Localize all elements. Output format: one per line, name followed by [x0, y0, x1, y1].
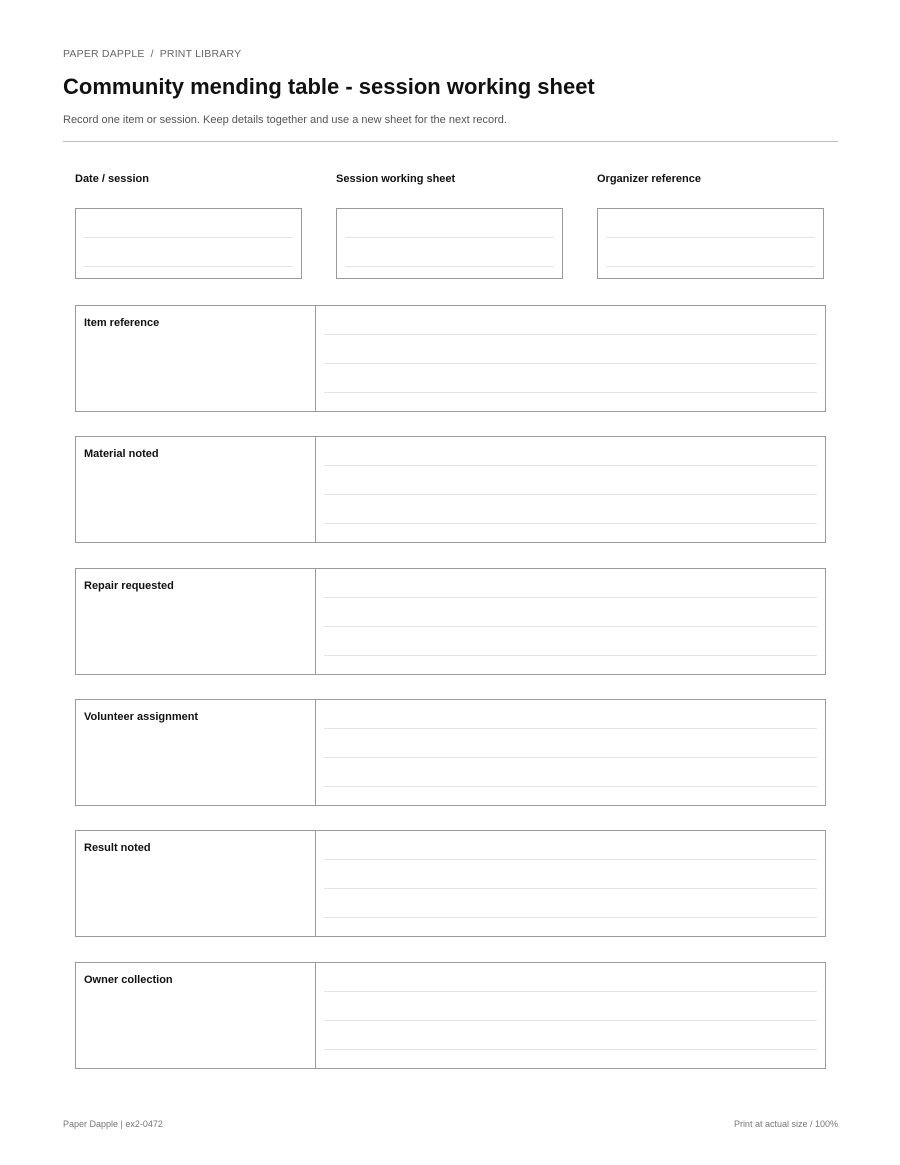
writing-line	[84, 237, 293, 238]
writing-line	[324, 626, 817, 627]
section-volunteer-assignment	[75, 699, 826, 806]
writing-line	[345, 237, 554, 238]
writing-line	[324, 465, 817, 466]
writing-line	[324, 1049, 817, 1050]
section-label-cell	[76, 700, 316, 805]
writing-line	[606, 237, 815, 238]
section-material-noted	[75, 436, 826, 543]
writing-line	[324, 917, 817, 918]
section-label: Item reference	[84, 317, 160, 329]
repair-requested-field[interactable]	[316, 569, 825, 674]
section-label-cell	[76, 831, 316, 936]
breadcrumb	[63, 48, 241, 60]
writing-line	[324, 1020, 817, 1021]
writing-line	[324, 392, 817, 393]
footer-print-note: Print at actual size / 100%	[733, 1119, 838, 1129]
date-session-label: Date / session	[75, 173, 149, 185]
writing-line	[606, 266, 815, 267]
writing-line	[324, 728, 817, 729]
volunteer-assignment-field[interactable]	[316, 700, 825, 805]
material-noted-field[interactable]	[316, 437, 825, 542]
organizer-reference-label: Organizer reference	[597, 173, 701, 185]
date-session-field[interactable]	[75, 208, 302, 279]
breadcrumb-site[interactable]: PAPER DAPPLE	[63, 48, 145, 60]
section-label-cell	[76, 437, 316, 542]
breadcrumb-separator: /	[150, 48, 154, 60]
section-label: Repair requested	[84, 580, 174, 592]
breadcrumb-section[interactable]: PRINT LIBRARY	[159, 48, 242, 60]
writing-line	[324, 786, 817, 787]
section-label-cell	[76, 963, 316, 1068]
section-label: Owner collection	[84, 974, 173, 986]
section-result-noted	[75, 830, 826, 937]
writing-line	[345, 266, 554, 267]
writing-line	[324, 597, 817, 598]
writing-line	[324, 523, 817, 524]
section-owner-collection	[75, 962, 826, 1069]
section-label-cell	[76, 306, 316, 411]
footer-source: Paper Dapple | ex2-0472	[63, 1119, 163, 1129]
section-repair-requested	[75, 568, 826, 675]
session-working-sheet-field[interactable]	[336, 208, 563, 279]
page-instructions: Record one item or session. Keep details together and use a new sheet for the next record.	[63, 114, 507, 126]
result-noted-field[interactable]	[316, 831, 825, 936]
item-reference-field[interactable]	[316, 306, 825, 411]
writing-line	[324, 334, 817, 335]
writing-line	[324, 888, 817, 889]
writing-line	[324, 363, 817, 364]
writing-line	[324, 991, 817, 992]
section-label: Volunteer assignment	[84, 711, 199, 723]
organizer-reference-field[interactable]	[597, 208, 824, 279]
section-label: Result noted	[84, 842, 151, 854]
section-item-reference	[75, 305, 826, 412]
writing-line	[324, 757, 817, 758]
header-divider	[63, 141, 838, 142]
writing-line	[84, 266, 293, 267]
owner-collection-field[interactable]	[316, 963, 825, 1068]
section-label-cell	[76, 569, 316, 674]
session-working-sheet-label: Session working sheet	[336, 173, 456, 185]
writing-line	[324, 655, 817, 656]
writing-line	[324, 494, 817, 495]
writing-line	[324, 859, 817, 860]
page-title: Community mending table - session working sheet	[63, 74, 595, 99]
section-label: Material noted	[84, 448, 159, 460]
